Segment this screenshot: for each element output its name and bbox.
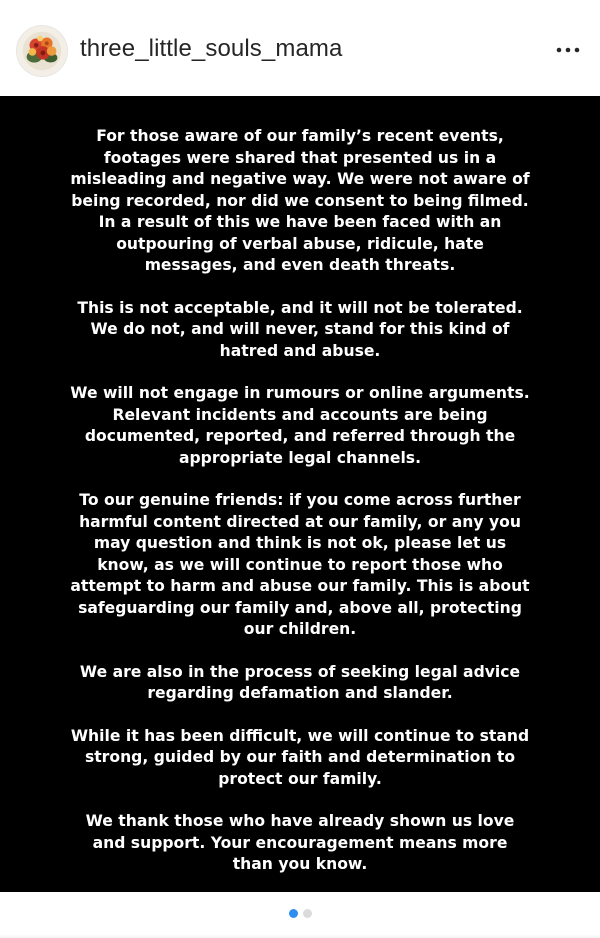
avatar[interactable] [16,25,68,77]
post-footer [0,892,600,938]
statement-paragraph: We will not engage in rumours or online arguments. Relevant incidents and accounts are being documented, reported, and referred through the appropriate legal channels. [70,384,530,467]
statement-paragraph: While it has been difficult, we will continue to stand strong, guided by our faith and determination to protect our family. [70,726,530,788]
carousel-dot-2[interactable] [303,909,312,918]
statement-text [70,126,530,876]
more-options-button[interactable] [546,30,590,70]
post-header [0,0,600,96]
statement-paragraph: We are also in the process of seeking legal advice regarding defamation and slander. [79,662,521,702]
statement-paragraph: To our genuine friends: if you come across further harmful content directed at our family, or any you may question and think is not ok, please let us know, as we will continue to report those who attempt to harm and abuse our family. This is about safeguarding our family and, above all, protecting our children. [70,491,530,638]
statement-paragraph: This is not acceptable, and it will not be tolerated. We do not, and will never, stand for this kind of hatred and abuse. [77,298,523,360]
carousel-indicator [0,909,600,918]
statement-paragraph: We thank those who have already shown us love and support. Your encouragement means more than you know. [85,812,515,873]
more-horizontal-icon [556,47,580,53]
carousel-dot-1[interactable] [289,909,298,918]
post-image[interactable] [0,96,600,892]
username[interactable]: three_little_souls_mama [80,35,343,62]
footer-divider [0,934,600,938]
statement-paragraph: For those aware of our family’s recent events, footages were shared that presented us in a misleading and negative way. We were not aware of being recorded, nor did we consent to being filmed. In a result of this we have been faced with an outpouring of verbal abuse, ridicule, hate messages, and even death threats. [70,127,530,274]
flower-bouquet-icon [17,26,67,76]
